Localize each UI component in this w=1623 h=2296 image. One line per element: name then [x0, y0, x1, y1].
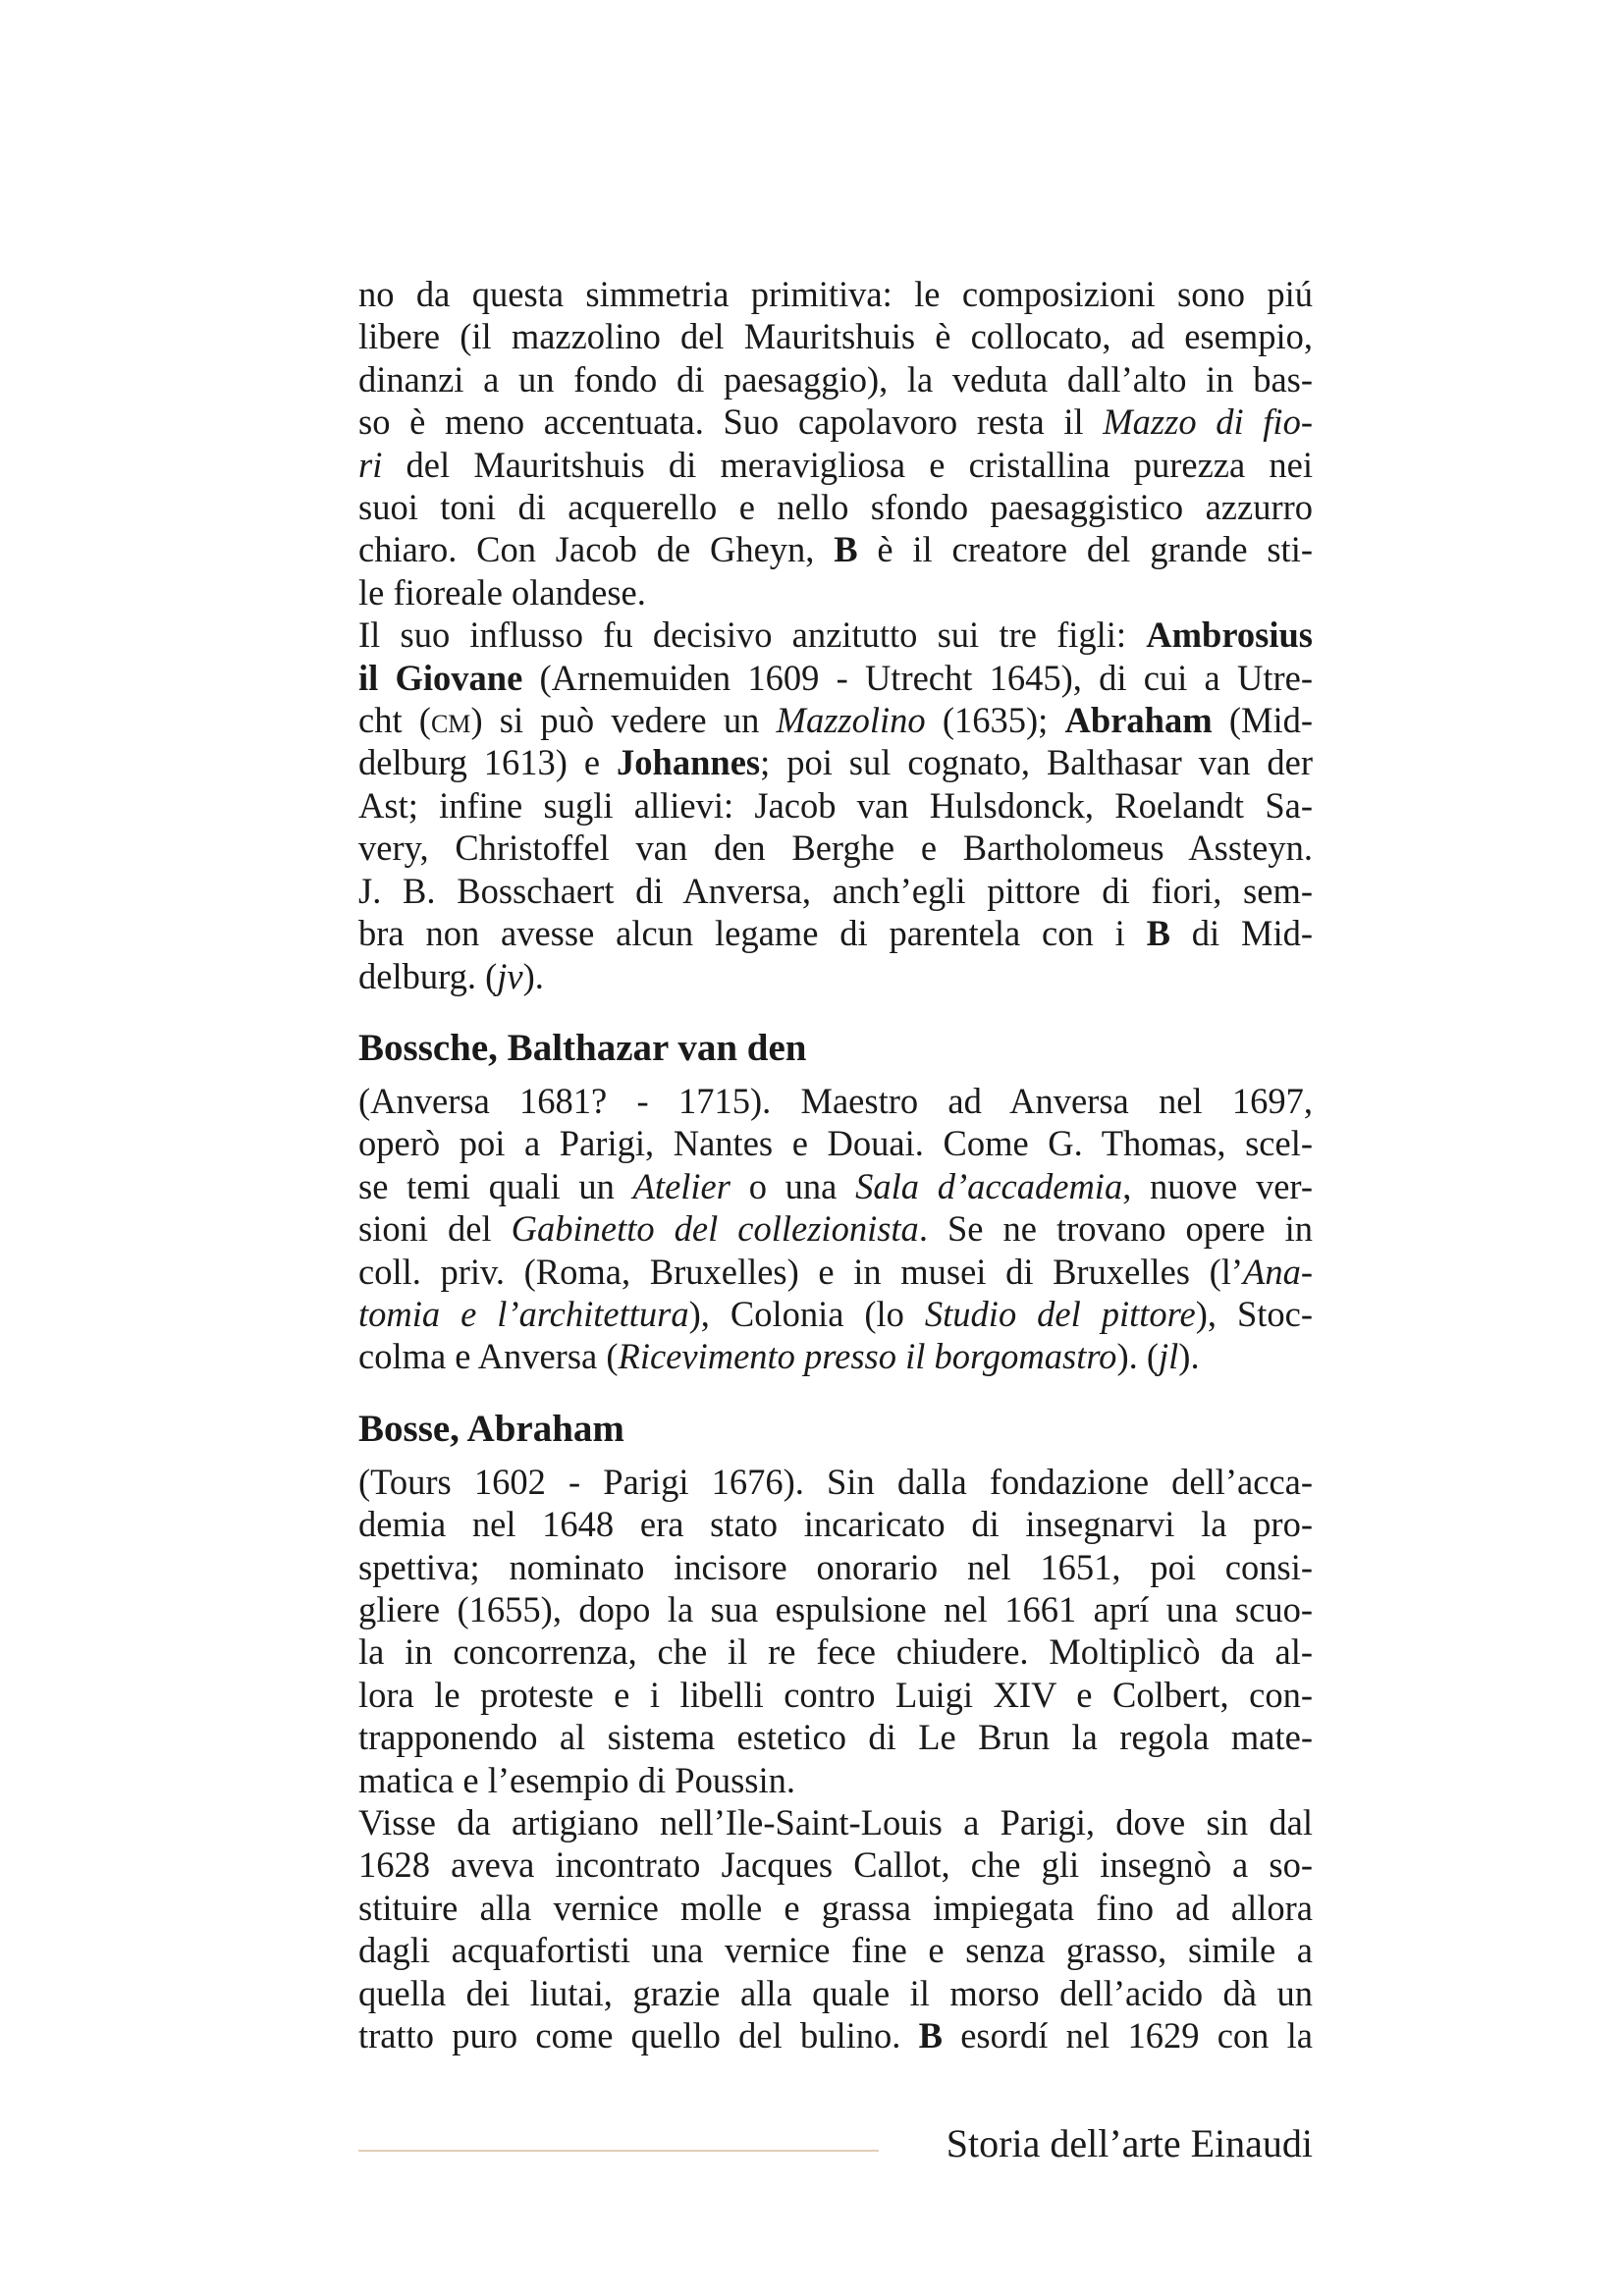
- text-line: matica e l’esempio di Poussin.: [358, 1759, 796, 1800]
- text-run: colma e Anversa (: [358, 1336, 619, 1377]
- text-line: stituire alla vernice molle e grassa impiegata fino ad allora: [358, 1887, 1313, 1928]
- bold-name: Johannes: [617, 742, 761, 783]
- text-run: so è meno accentuata. Suo capolavoro resta il: [358, 401, 1104, 443]
- text-run: ).: [1178, 1336, 1200, 1377]
- text-run: Il suo influsso fu decisivo anzitutto sui tre figli:: [358, 614, 1147, 656]
- text-run: o una: [730, 1165, 856, 1206]
- text-run: delburg. (: [358, 955, 498, 996]
- text-line: dinanzi a un fondo di paesaggio), la veduta dall’alto in bas-: [358, 358, 1313, 400]
- small-caps-abbrev: cm: [430, 700, 471, 741]
- text-line: [358, 528, 1313, 570]
- text-run: esordí nel 1629 con la: [942, 2015, 1313, 2056]
- italic-title: Atelier: [632, 1165, 730, 1206]
- text-run: tratto puro come quello del bulino.: [358, 2015, 919, 2056]
- text-line: J. B. Bosschaert di Anversa, anch’egli pittore di fiori, sem-: [358, 870, 1313, 911]
- text-line: [358, 741, 1313, 783]
- text-run: . Se ne trovano opere in: [918, 1208, 1313, 1250]
- text-line: [358, 2014, 1313, 2056]
- text-run: ) si può vedere un: [470, 700, 777, 741]
- italic-title: Sala d’accademia: [855, 1165, 1123, 1206]
- paragraph: [358, 273, 1313, 614]
- text-line: la in concorrenza, che il re fece chiudere. Moltiplicò da al-: [358, 1631, 1313, 1673]
- text-run: ), Colonia (lo: [688, 1293, 925, 1334]
- text-line: demia nel 1648 era stato incaricato di insegnarvi la pro-: [358, 1504, 1313, 1545]
- text-line: lora le proteste e i libelli contro Luigi XIV e Colbert, con-: [358, 1674, 1313, 1715]
- bold-abbrev: B: [834, 529, 858, 570]
- footer-publisher: Storia dell’arte Einaudi: [946, 2121, 1313, 2165]
- author-initials: jl: [1159, 1336, 1179, 1377]
- text-run: ). (: [1116, 1336, 1159, 1377]
- text-run: (1635);: [925, 700, 1065, 741]
- text-line: dagli acquafortisti una vernice fine e senza grasso, simile a: [358, 1930, 1313, 1971]
- text-line: very, Christoffel van den Berghe e Bartholomeus Assteyn.: [358, 828, 1313, 869]
- italic-title: ri: [358, 444, 383, 485]
- footer-rule: [358, 2150, 879, 2152]
- text-line: gliere (1655), dopo la sua espulsione nel 1661 aprí una scuo-: [358, 1588, 1313, 1629]
- text-line: [358, 657, 1313, 699]
- text-run: chiaro. Con Jacob de Gheyn,: [358, 529, 835, 570]
- text-line: [358, 699, 1313, 741]
- text-line: [358, 614, 1313, 656]
- text-run: ; poi sul cognato, Balthasar van der: [760, 742, 1313, 783]
- text-line: [358, 1335, 1313, 1377]
- text-line: operò poi a Parigi, Nantes e Douai. Come G. Thomas, scel-: [358, 1123, 1313, 1164]
- entry-bossche: [358, 1027, 1313, 1378]
- text-line: [358, 1165, 1313, 1207]
- text-run: se temi quali un: [358, 1165, 633, 1206]
- text-line: [358, 1293, 1313, 1335]
- text-line: (Anversa 1681? - 1715). Maestro ad Anversa nel 1697,: [358, 1080, 1313, 1121]
- paragraph: [358, 614, 1313, 997]
- text-run: coll. priv. (Roma, Bruxelles) e in musei di Bruxelles (l’: [358, 1251, 1244, 1292]
- text-line: no da questa simmetria primitiva: le composizioni sono piú: [358, 274, 1313, 314]
- bold-name: il Giovane: [358, 657, 523, 698]
- text-run: cht (: [358, 700, 431, 741]
- text-column: [358, 273, 1313, 2056]
- text-run: del Mauritshuis di meravigliosa e cristallina purezza nei: [382, 444, 1313, 485]
- text-run: (Arnemuiden 1609 - Utrecht 1645), di cui a Utre-: [522, 657, 1313, 698]
- text-line: [358, 444, 1313, 486]
- italic-title: Mazzolino: [776, 700, 926, 741]
- text-line: [358, 1251, 1313, 1293]
- text-line: (Tours 1602 - Parigi 1676). Sin dalla fondazione dell’acca-: [358, 1461, 1313, 1502]
- italic-title: Ana-: [1243, 1251, 1313, 1292]
- text-line: [358, 1207, 1313, 1250]
- text-line: trapponendo al sistema estetico di Le Brun la regola mate-: [358, 1717, 1313, 1758]
- text-line: Ast; infine sugli allievi: Jacob van Hulsdonck, Roelandt Sa-: [358, 784, 1313, 826]
- text-run: delburg 1613) e: [358, 742, 618, 783]
- text-line: le fioreale olandese.: [358, 571, 646, 613]
- italic-title: Gabinetto del collezionista: [511, 1208, 919, 1250]
- text-line: [358, 955, 1313, 997]
- text-run: (Mid-: [1212, 700, 1313, 741]
- entry-title: Bosse, Abraham: [358, 1407, 624, 1450]
- text-line: [358, 912, 1313, 954]
- text-run: , nuove ver-: [1122, 1165, 1313, 1206]
- text-line: quella dei liutai, grazie alla quale il morso dell’acido dà un: [358, 1972, 1313, 2013]
- bold-abbrev: B: [918, 2015, 943, 2056]
- text-line: Visse da artigiano nell’Ile-Saint-Louis a Parigi, dove sin dal: [358, 1802, 1313, 1842]
- text-run: ), Stoc-: [1195, 1293, 1313, 1334]
- author-initials: jv: [497, 955, 523, 996]
- bold-abbrev: B: [1146, 913, 1170, 954]
- text-run: ).: [522, 955, 544, 996]
- italic-title: Mazzo di fio-: [1103, 401, 1313, 443]
- text-line: spettiva; nominato incisore onorario nel 1651, poi consi-: [358, 1546, 1313, 1587]
- text-run: sioni del: [358, 1208, 512, 1250]
- italic-title: tomia e l’architettura: [358, 1293, 689, 1334]
- entry-bosse: [358, 1408, 1313, 2057]
- bold-name: Ambrosius: [1146, 614, 1313, 656]
- text-line: [358, 400, 1313, 443]
- text-run: bra non avesse alcun legame di parentela con i: [358, 913, 1147, 954]
- text-run: di Mid-: [1169, 913, 1313, 954]
- text-line: suoi toni di acquerello e nello sfondo paesaggistico azzurro: [358, 487, 1313, 528]
- text-line: libere (il mazzolino del Mauritshuis è collocato, ad esempio,: [358, 316, 1313, 357]
- bold-name: Abraham: [1064, 700, 1213, 741]
- entry-title: Bossche, Balthazar van den: [358, 1026, 807, 1069]
- text-line: 1628 aveva incontrato Jacques Callot, che gli insegnò a so-: [358, 1844, 1313, 1886]
- italic-title: Ricevimento presso il borgomastro: [618, 1336, 1117, 1377]
- italic-title: Studio del pittore: [924, 1293, 1196, 1334]
- text-run: è il creatore del grande sti-: [857, 529, 1313, 570]
